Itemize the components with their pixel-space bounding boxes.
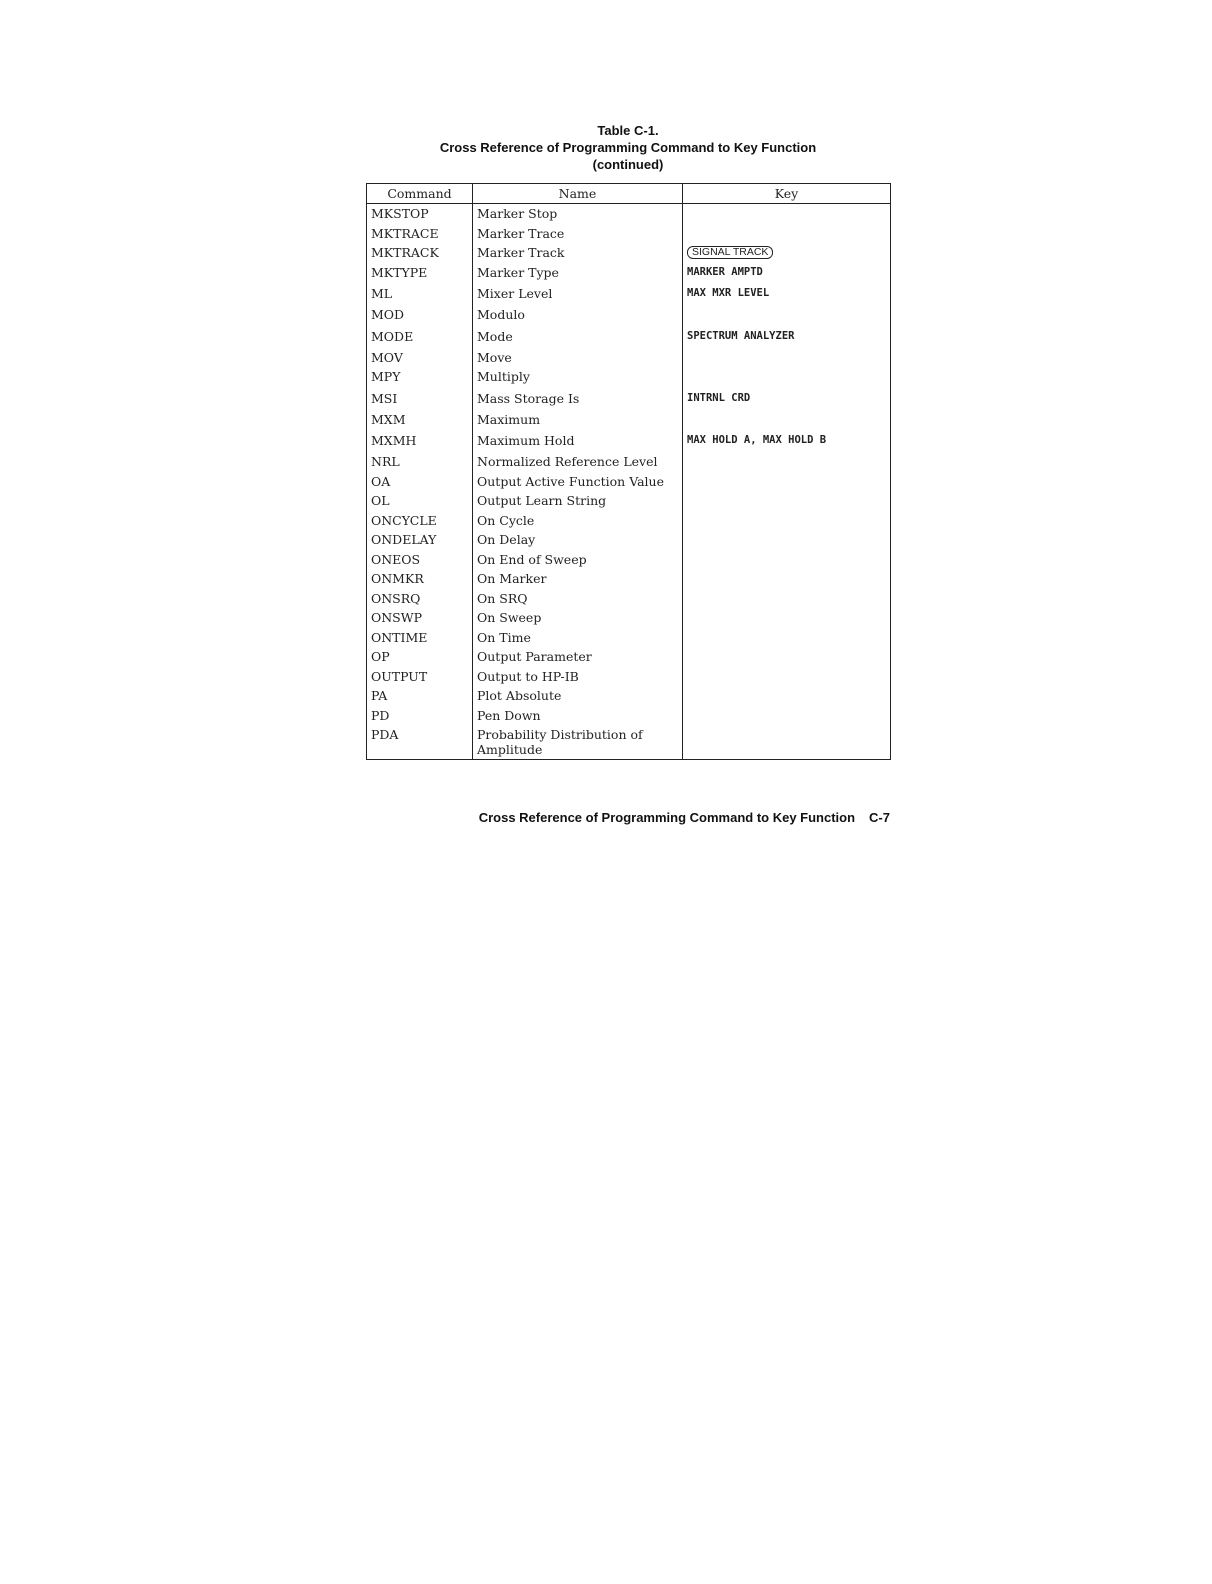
header-key: Key: [683, 184, 891, 204]
table-row: [367, 628, 891, 648]
table-row: [367, 706, 891, 726]
key-cell: [683, 367, 891, 387]
table-row: [367, 452, 891, 472]
command-cell: PA: [367, 686, 473, 706]
name-cell: On Delay: [473, 530, 683, 550]
command-cell: ONCYCLE: [367, 511, 473, 531]
key-cell: [683, 348, 891, 368]
name-cell: Maximum Hold: [473, 429, 683, 452]
key-cell: [683, 608, 891, 628]
key-cell: [683, 647, 891, 667]
command-cell: MXM: [367, 410, 473, 430]
table-row: [367, 725, 891, 760]
table-row: [367, 224, 891, 244]
name-cell: Marker Type: [473, 263, 683, 283]
key-cell: MAX HOLD A, MAX HOLD B: [683, 429, 891, 452]
footer-title: Cross Reference of Programming Command to Key Function: [478, 810, 856, 825]
command-cell: MXMH: [367, 429, 473, 452]
command-cell: ONEOS: [367, 550, 473, 570]
name-cell: Plot Absolute: [473, 686, 683, 706]
command-cell: NRL: [367, 452, 473, 472]
name-cell: On Cycle: [473, 511, 683, 531]
command-cell: MSI: [367, 387, 473, 410]
name-cell: Output Parameter: [473, 647, 683, 667]
key-cell: [683, 667, 891, 687]
name-cell: Normalized Reference Level: [473, 452, 683, 472]
table-row: [367, 530, 891, 550]
name-cell: Probability Distribution of Amplitude: [473, 725, 683, 760]
name-cell: Modulo: [473, 305, 683, 325]
key-cell: [683, 452, 891, 472]
name-cell: On Sweep: [473, 608, 683, 628]
key-cell: [683, 491, 891, 511]
command-cell: MKTRACE: [367, 224, 473, 244]
name-cell: Output to HP-IB: [473, 667, 683, 687]
page-number: C-7: [869, 810, 890, 825]
key-cell: [683, 686, 891, 706]
table-row: [367, 263, 891, 283]
name-cell: Multiply: [473, 367, 683, 387]
command-cell: MKTYPE: [367, 263, 473, 283]
header-command: Command: [367, 184, 473, 204]
name-cell: Move: [473, 348, 683, 368]
cross-reference-table: [366, 183, 891, 760]
key-cell: [683, 706, 891, 726]
command-cell: MKTRACK: [367, 243, 473, 263]
table-row: [367, 589, 891, 609]
command-cell: OA: [367, 472, 473, 492]
name-cell: Marker Track: [473, 243, 683, 263]
command-cell: PDA: [367, 725, 473, 760]
name-cell: Mass Storage Is: [473, 387, 683, 410]
name-cell: Mixer Level: [473, 282, 683, 305]
name-cell: On Time: [473, 628, 683, 648]
table-row: [367, 204, 891, 224]
command-cell: ONTIME: [367, 628, 473, 648]
table-row: [367, 686, 891, 706]
table-row: [367, 348, 891, 368]
name-cell: Mode: [473, 325, 683, 348]
command-cell: MKSTOP: [367, 204, 473, 224]
table-row: [367, 569, 891, 589]
key-cell: [683, 305, 891, 325]
command-cell: PD: [367, 706, 473, 726]
command-cell: ONDELAY: [367, 530, 473, 550]
table-title: Cross Reference of Programming Command to Key Function: [439, 140, 817, 155]
key-cell: [683, 511, 891, 531]
command-cell: MODE: [367, 325, 473, 348]
table-row: [367, 429, 891, 452]
command-cell: ONSRQ: [367, 589, 473, 609]
name-cell: Marker Trace: [473, 224, 683, 244]
key-cell: [683, 530, 891, 550]
key-cell: [683, 589, 891, 609]
table-row: [367, 387, 891, 410]
name-cell: On Marker: [473, 569, 683, 589]
command-cell: ML: [367, 282, 473, 305]
key-cell: [683, 628, 891, 648]
key-cell: [683, 204, 891, 224]
signal-track-hardkey: SIGNAL TRACK: [687, 246, 773, 259]
name-cell: Maximum: [473, 410, 683, 430]
table-number: Table C-1.: [597, 123, 659, 138]
table-row: [367, 282, 891, 305]
key-cell: [683, 243, 891, 263]
name-cell: Output Active Function Value: [473, 472, 683, 492]
key-cell: [683, 472, 891, 492]
name-cell: On SRQ: [473, 589, 683, 609]
table-row: [367, 243, 891, 263]
header-name: Name: [473, 184, 683, 204]
key-cell: [683, 224, 891, 244]
table-row: [367, 410, 891, 430]
page-footer: [479, 810, 890, 825]
command-cell: OL: [367, 491, 473, 511]
command-cell: MPY: [367, 367, 473, 387]
key-cell: [683, 725, 891, 760]
command-cell: OUTPUT: [367, 667, 473, 687]
table-caption: [366, 122, 890, 173]
key-cell: INTRNL CRD: [683, 387, 891, 410]
key-cell: MARKER AMPTD: [683, 263, 891, 283]
command-cell: MOD: [367, 305, 473, 325]
table-row: [367, 608, 891, 628]
command-cell: ONSWP: [367, 608, 473, 628]
name-cell: Marker Stop: [473, 204, 683, 224]
table-row: [367, 367, 891, 387]
key-cell: SPECTRUM ANALYZER: [683, 325, 891, 348]
key-cell: [683, 569, 891, 589]
table-subtitle: (continued): [592, 157, 664, 172]
command-cell: MOV: [367, 348, 473, 368]
table-row: [367, 472, 891, 492]
name-cell: Output Learn String: [473, 491, 683, 511]
table-row: [367, 325, 891, 348]
table-header-row: [367, 184, 891, 204]
key-cell: [683, 550, 891, 570]
command-cell: OP: [367, 647, 473, 667]
table-row: [367, 491, 891, 511]
key-cell: MAX MXR LEVEL: [683, 282, 891, 305]
table-row: [367, 305, 891, 325]
command-cell: ONMKR: [367, 569, 473, 589]
key-cell: [683, 410, 891, 430]
name-cell: Pen Down: [473, 706, 683, 726]
table-row: [367, 511, 891, 531]
name-cell: On End of Sweep: [473, 550, 683, 570]
table-row: [367, 667, 891, 687]
table-row: [367, 550, 891, 570]
table-row: [367, 647, 891, 667]
